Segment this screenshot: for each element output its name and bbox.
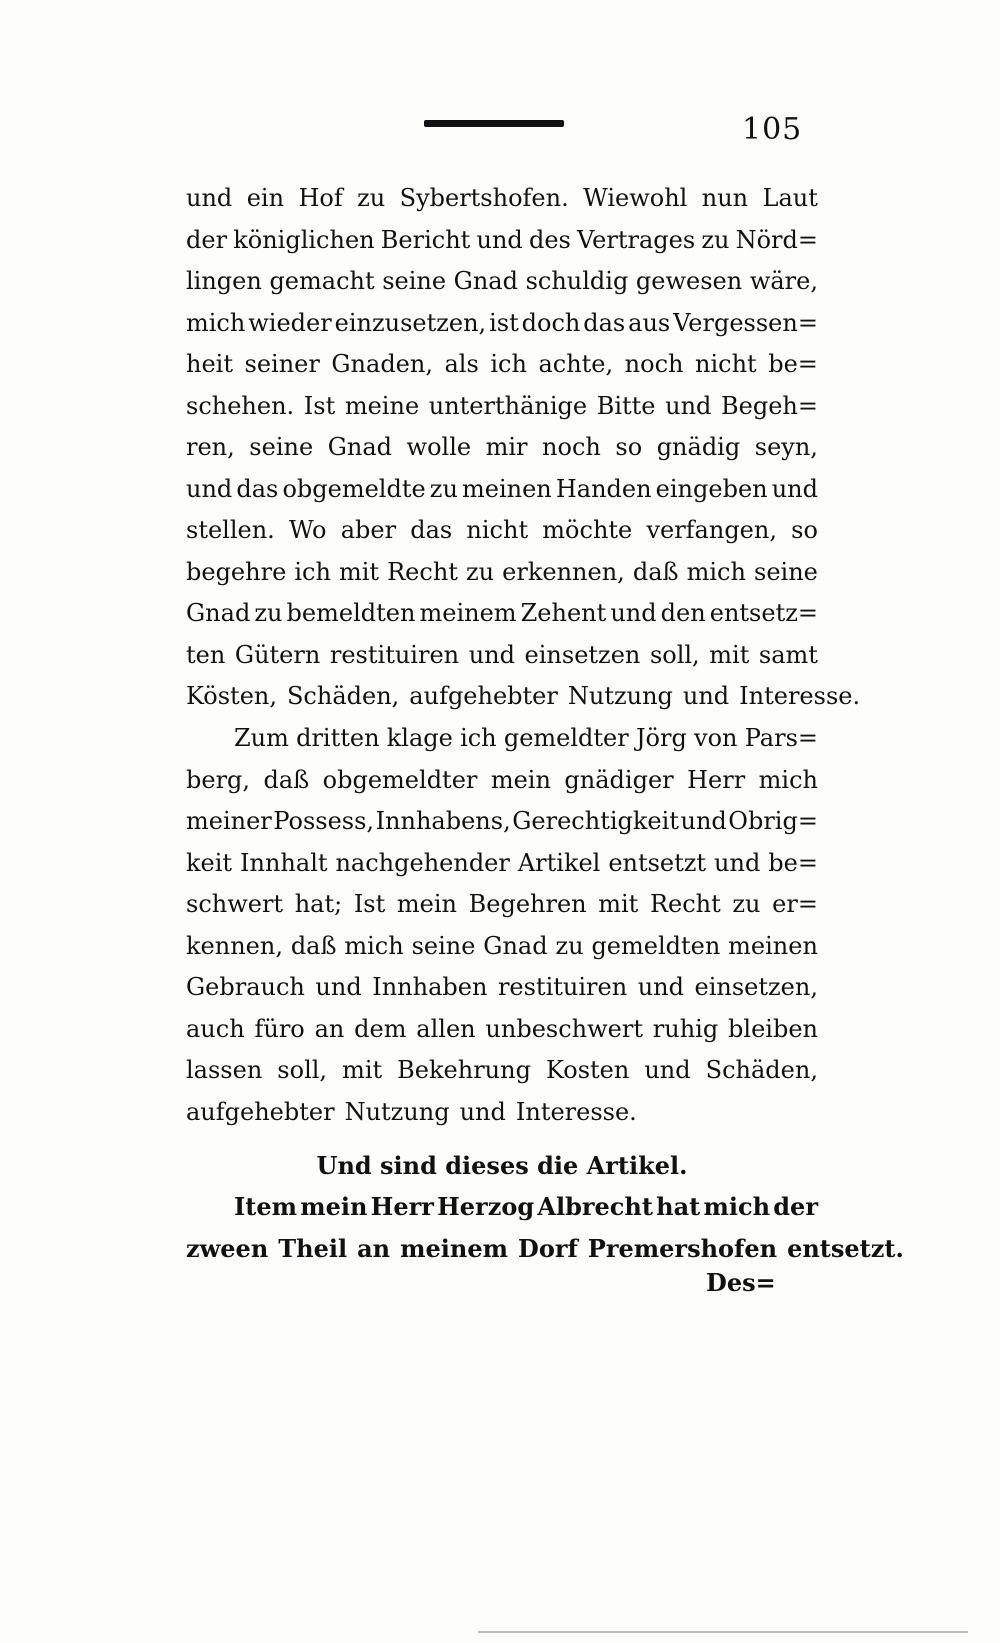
text-line: Gnad zu bemeldten meinem Zehent und den entsetz= [186, 599, 818, 627]
text-line: begehre ich mit Recht zu erkennen, daß mich seine [186, 557, 818, 586]
text-line: heit seiner Gnaden, als ich achte, noch nicht be= [186, 350, 818, 378]
text-line: Kösten, Schäden, aufgehebter Nutzung und Interesse. [186, 682, 861, 710]
text-line: kennen, daß mich seine Gnad zu gemeldten meinen [186, 931, 818, 960]
catchword: Des= [706, 1268, 776, 1297]
text-line: lingen gemacht seine Gnad schuldig gewesen wäre, [186, 267, 818, 295]
header-rule [424, 120, 564, 127]
text-line: aufgehebter Nutzung und Interesse. [186, 1097, 637, 1126]
text-line: Item mein Herr Herzog Albrecht hat mich der [234, 1192, 818, 1221]
text-line: berg, daß obgemeldter mein gnädiger Herr mich [186, 765, 818, 794]
paragraph-1 [186, 178, 861, 718]
text-line: stellen. Wo aber das nicht möchte verfangen, so [186, 516, 818, 544]
text-line: der königlichen Bericht und des Vertrages zu Nörd= [186, 225, 818, 254]
paragraph-3 [186, 1186, 904, 1269]
page-number: 105 [742, 112, 803, 147]
text-line: schehen. Ist meine unterthänige Bitte und Begeh= [186, 391, 818, 420]
text-line: lassen soll, mit Bekehrung Kosten und Schäden, [186, 1056, 818, 1084]
text-line: zween Theil an meinem Dorf Premershofen entsetzt. [186, 1233, 904, 1263]
text-line: auch füro an dem allen unbeschwert ruhig bleiben [186, 1014, 818, 1043]
text-line: und das obgemeldte zu meinen Handen eingeben und [186, 474, 818, 503]
text-line: Zum dritten klage ich gemeldter Jörg von Pars= [234, 724, 818, 752]
text-line: Gebrauch und Innhaben restituiren und einsetzen, [186, 973, 818, 1001]
scan-edge-line [478, 1631, 968, 1633]
text-line: ten Gütern restituiren und einsetzen soll, mit samt [186, 640, 818, 669]
text-line: schwert hat; Ist mein Begehren mit Recht zu er= [186, 890, 818, 918]
text-line: mich wieder einzusetzen, ist doch das aus Vergessen= [186, 308, 818, 337]
paragraph-2 [186, 718, 818, 1133]
text-line: keit Innhalt nachgehender Artikel entsetzt und be= [186, 848, 818, 877]
text-line: ren, seine Gnad wolle mir noch so gnädig seyn, [186, 433, 818, 461]
text-line: und ein Hof zu Sybertshofen. Wiewohl nun Laut [186, 184, 818, 212]
text-line: meiner Possess, Innhabens, Gerechtigkeit und Obrig= [186, 807, 818, 835]
section-heading: Und sind dieses die Artikel. [316, 1151, 688, 1180]
